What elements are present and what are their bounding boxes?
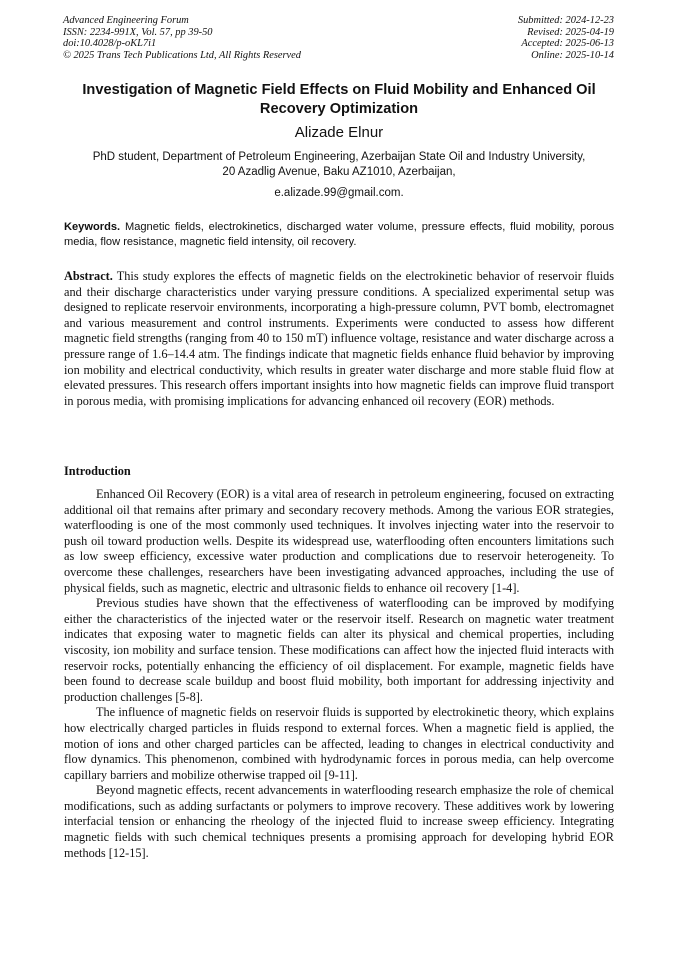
date-submitted: Submitted: 2024-12-23 [517,15,614,26]
publication-dates [518,15,614,61]
keywords-text: Magnetic fields, electrokinetics, discharged water volume, pressure effects, fluid mobility, porous media, flow resistance, magnetic field intensity, oil recovery. [64,221,614,248]
intro-paragraph: Previous studies have shown that the effectiveness of waterflooding can be improved by modifying either the characteristics of the injected water or the reservoir itself. Research on magnetic water treatment indicates that exposing water to magnetic fields can alter its physical and chemical properties, including viscosity, ion mobility and surface tension. These modifications can affect how the injected fluid interacts with reservoir rocks, potentially enhancing the efficiency of oil displacement. For example, magnetic fields have been found to decrease scale buildup and boost fluid mobility, both important for addressing injectivity and production challenges [5-8]. [64,596,614,704]
author-email[interactable]: e.alizade.99@gmail.com. [274,187,404,199]
author-affiliation [60,150,618,180]
abstract-label: Abstract. [64,269,113,283]
keywords-label: Keywords. [64,221,121,233]
journal-name: Advanced Engineering Forum [63,15,189,26]
journal-info [63,15,301,61]
author-name: Alizade Elnur [294,124,384,141]
date-revised: Revised: 2025-04-19 [527,26,614,38]
journal-doi[interactable]: doi:10.4028/p-oKL7i1 [63,38,157,49]
section-heading-introduction: Introduction [64,464,131,478]
journal-copyright: © 2025 Trans Tech Publications Ltd, All Rights Reserved [63,49,301,61]
journal-issn: ISSN: 2234-991X, Vol. 57, pp 39-50 [63,26,213,38]
affiliation-line-1: PhD student, Department of Petroleum Engineering, Azerbaijan State Oil and Industry University, [92,151,586,163]
paper-title: Investigation of Magnetic Field Effects on Fluid Mobility and Enhanced Oil Recovery Optimization [82,82,596,117]
abstract [64,269,614,409]
date-online: Online: 2025-10-14 [531,49,614,61]
intro-paragraph: Enhanced Oil Recovery (EOR) is a vital area of research in petroleum engineering, focused on extracting additional oil that remains after primary and secondary recovery methods. Among the various EOR strategies, waterflooding is one of the most commonly used techniques. It involves injecting water into the reservoir to push oil toward production wells. Despite its widespread use, waterflooding often encounters limitations such as low sweep efficiency, excessive water production and complications due to reservoir heterogeneity. To overcome these challenges, researchers have been investigating advanced approaches, including the use of physical fields, such as magnetic, electric and ultrasonic fields to enhance oil recovery [1-4]. [64,487,614,595]
affiliation-line-2: 20 Azadlig Avenue, Baku AZ1010, Azerbaijan, [222,166,456,178]
abstract-text: This study explores the effects of magnetic fields on the electrokinetic behavior of reservoir fluids and their discharge characteristics under varying pressure conditions. A specialized experimental setup was designed to replicate reservoir environments, incorporating a high-pressure column, PVT bomb, electromagnet and various measurement and control instruments. Experiments were conducted to assess how different magnetic field strengths (ranging from 40 to 150 mT) influence voltage, resistance and water discharge across a pressure range of 1.6–14.4 atm. The findings indicate that magnetic fields enhance fluid behavior by improving ion mobility and electrical conductivity, which results in greater water discharge and more stable fluid flow at elevated pressures. This research offers important insights into how magnetic fields can improve fluid transport in porous media, with promising implications for advancing enhanced oil recovery (EOR) methods. [64,269,614,408]
intro-paragraph: Beyond magnetic effects, recent advancements in waterflooding research emphasize the role of chemical modifications, such as adding surfactants or polymers to improve recovery. These additives work by lowering interfacial tension or enhancing the rheology of the injected fluid to increase sweep efficiency. Integrating magnetic fields with such chemical techniques presents a promising approach for developing hybrid EOR methods [12-15]. [64,783,614,860]
intro-paragraph: The influence of magnetic fields on reservoir fluids is supported by electrokinetic theory, which explains how electrically charged particles in fluids respond to external forces. When a magnetic field is applied, the motion of ions and other charged particles can be affected, leading to changes in electrical conductivity and flow dynamics. This phenomenon, combined with hydrodynamic forces in porous media, can help overcome capillary barriers and mobilize otherwise trapped oil [9-11]. [64,705,614,782]
introduction-body [64,487,614,861]
keywords [64,220,614,249]
date-accepted: Accepted: 2025-06-13 [521,38,614,49]
